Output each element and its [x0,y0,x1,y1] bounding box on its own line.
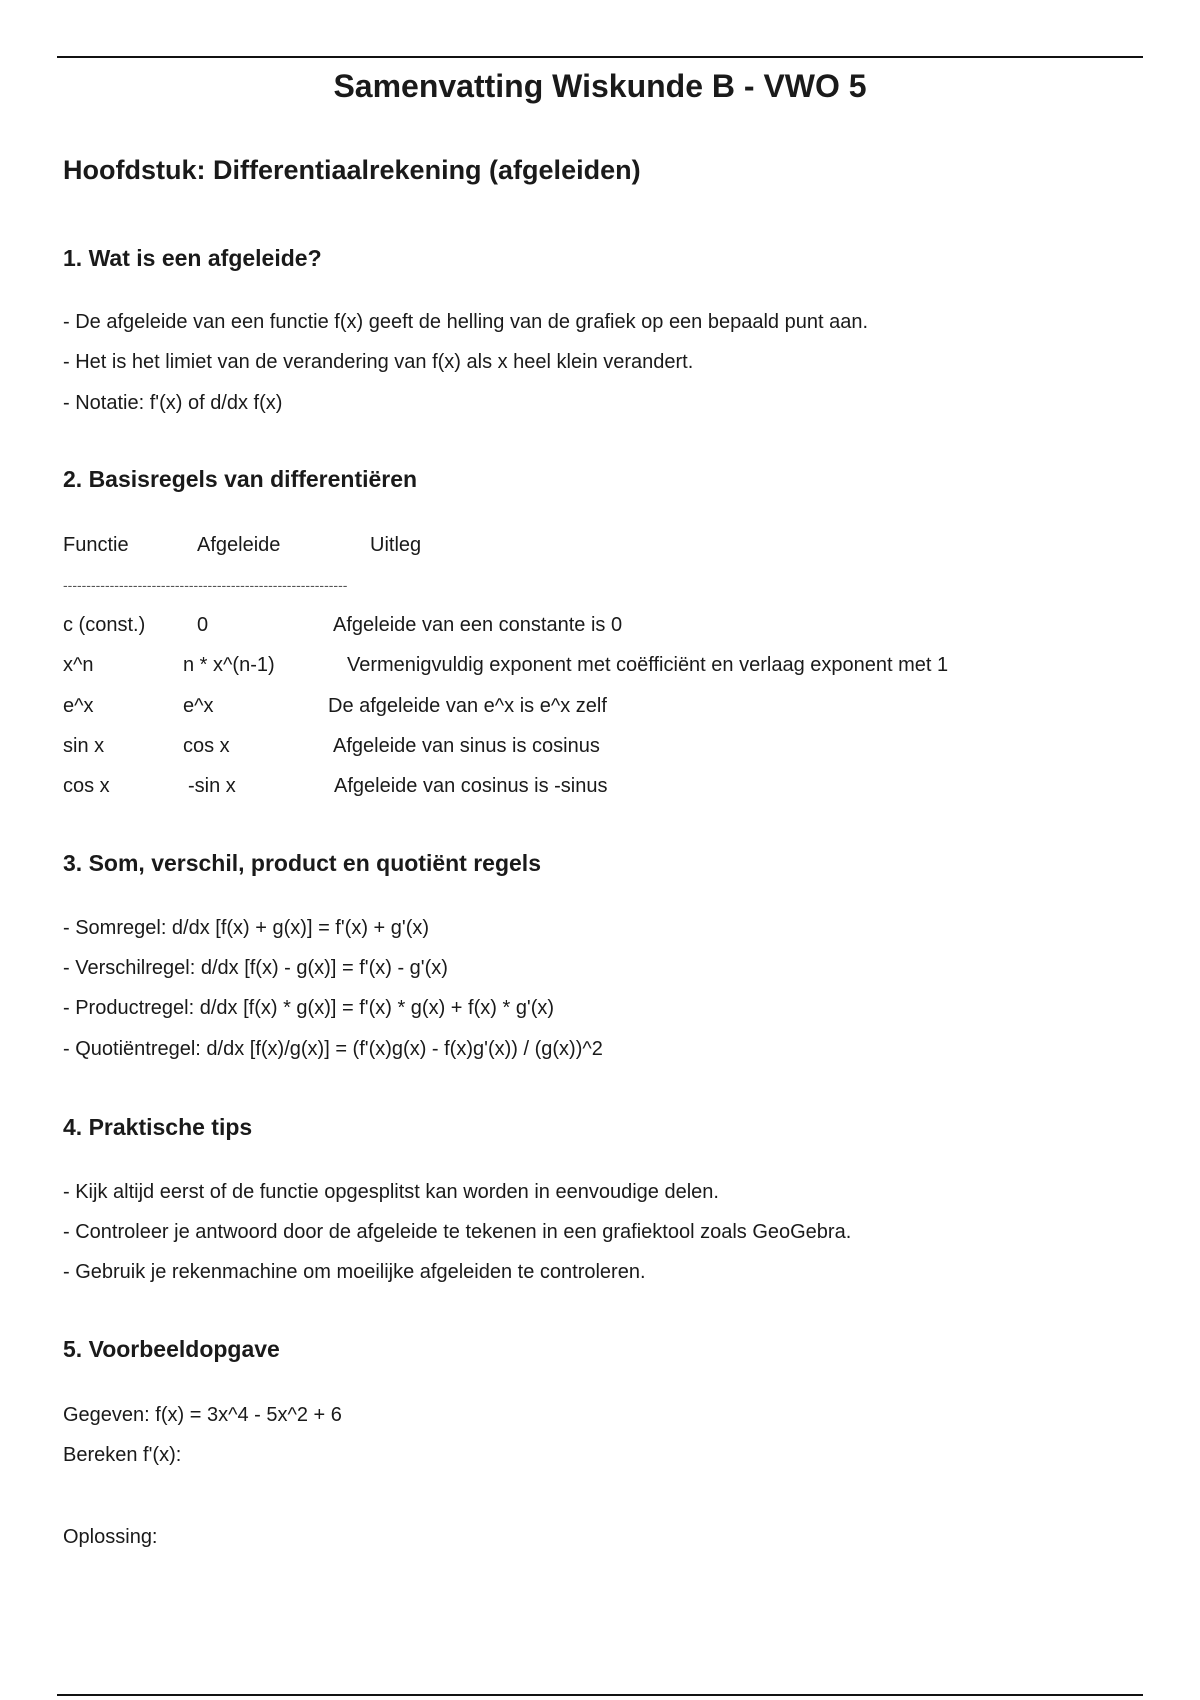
section-4-line: - Gebruik je rekenmachine om moeilijke afgeleiden te controleren. [63,1261,646,1283]
page-title: Samenvatting Wiskunde B - VWO 5 [333,68,867,104]
table-cell-explanation: De afgeleide van e^x is e^x zelf [328,695,607,717]
section-1-line: - Notatie: f'(x) of d/dx f(x) [63,392,283,414]
section-1-line: - Het is het limiet van de verandering van f(x) als x heel klein verandert. [63,351,694,373]
top-rule [57,56,1143,58]
table-cell-explanation: Vermenigvuldig exponent met coëfficiënt en verlaag exponent met 1 [347,654,949,676]
example-solution: Oplossing: [63,1526,158,1548]
chapter-heading: Hoofdstuk: Differentiaalrekening (afgeleiden) [63,155,641,185]
example-compute: Bereken f'(x): [63,1444,182,1466]
section-3-line: - Verschilregel: d/dx [f(x) - g(x)] = f'(x) - g'(x) [63,957,448,979]
table-cell-function: c (const.) [63,614,146,636]
table-cell-explanation: Afgeleide van cosinus is -sinus [334,775,608,797]
table-cell-explanation: Afgeleide van sinus is cosinus [333,735,600,757]
section-3-line: - Productregel: d/dx [f(x) * g(x)] = f'(x) * g(x) + f(x) * g'(x) [63,997,555,1019]
section-4-heading: 4. Praktische tips [63,1114,253,1140]
table-cell-derivative: cos x [183,735,230,757]
section-2-heading: 2. Basisregels van differentiëren [63,466,418,492]
section-4-line: - Kijk altijd eerst of de functie opgesplitst kan worden in eenvoudige delen. [63,1181,719,1203]
section-3-heading: 3. Som, verschil, product en quotiënt regels [63,850,541,876]
table-header-afgeleide: Afgeleide [197,534,281,556]
example-given: Gegeven: f(x) = 3x^4 - 5x^2 + 6 [63,1404,342,1426]
table-cell-derivative: 0 [197,614,209,636]
section-3-line: - Somregel: d/dx [f(x) + g(x)] = f'(x) + g'(x) [63,917,430,939]
table-cell-function: cos x [63,775,110,797]
table-cell-derivative: e^x [183,695,214,717]
table-cell-explanation: Afgeleide van een constante is 0 [333,614,623,636]
section-1-line: - De afgeleide van een functie f(x) geeft de helling van de grafiek op een bepaald punt aan. [63,311,869,333]
table-divider: ------------------------------------------------------------- [63,577,348,593]
section-1-heading: 1. Wat is een afgeleide? [63,245,322,271]
table-cell-function: sin x [63,735,105,757]
table-cell-function: x^n [63,654,94,676]
table-header-uitleg: Uitleg [370,534,422,556]
section-5-heading: 5. Voorbeeldopgave [63,1336,280,1362]
table-cell-function: e^x [63,695,94,717]
section-3-line: - Quotiëntregel: d/dx [f(x)/g(x)] = (f'(x)g(x) - f(x)g'(x)) / (g(x))^2 [63,1038,603,1060]
table-cell-derivative: n * x^(n-1) [183,654,275,676]
table-header-functie: Functie [63,534,129,556]
bottom-rule [57,1694,1143,1696]
table-cell-derivative: -sin x [188,775,236,797]
section-4-line: - Controleer je antwoord door de afgeleide te tekenen in een grafiektool zoals GeoGebra. [63,1221,852,1243]
